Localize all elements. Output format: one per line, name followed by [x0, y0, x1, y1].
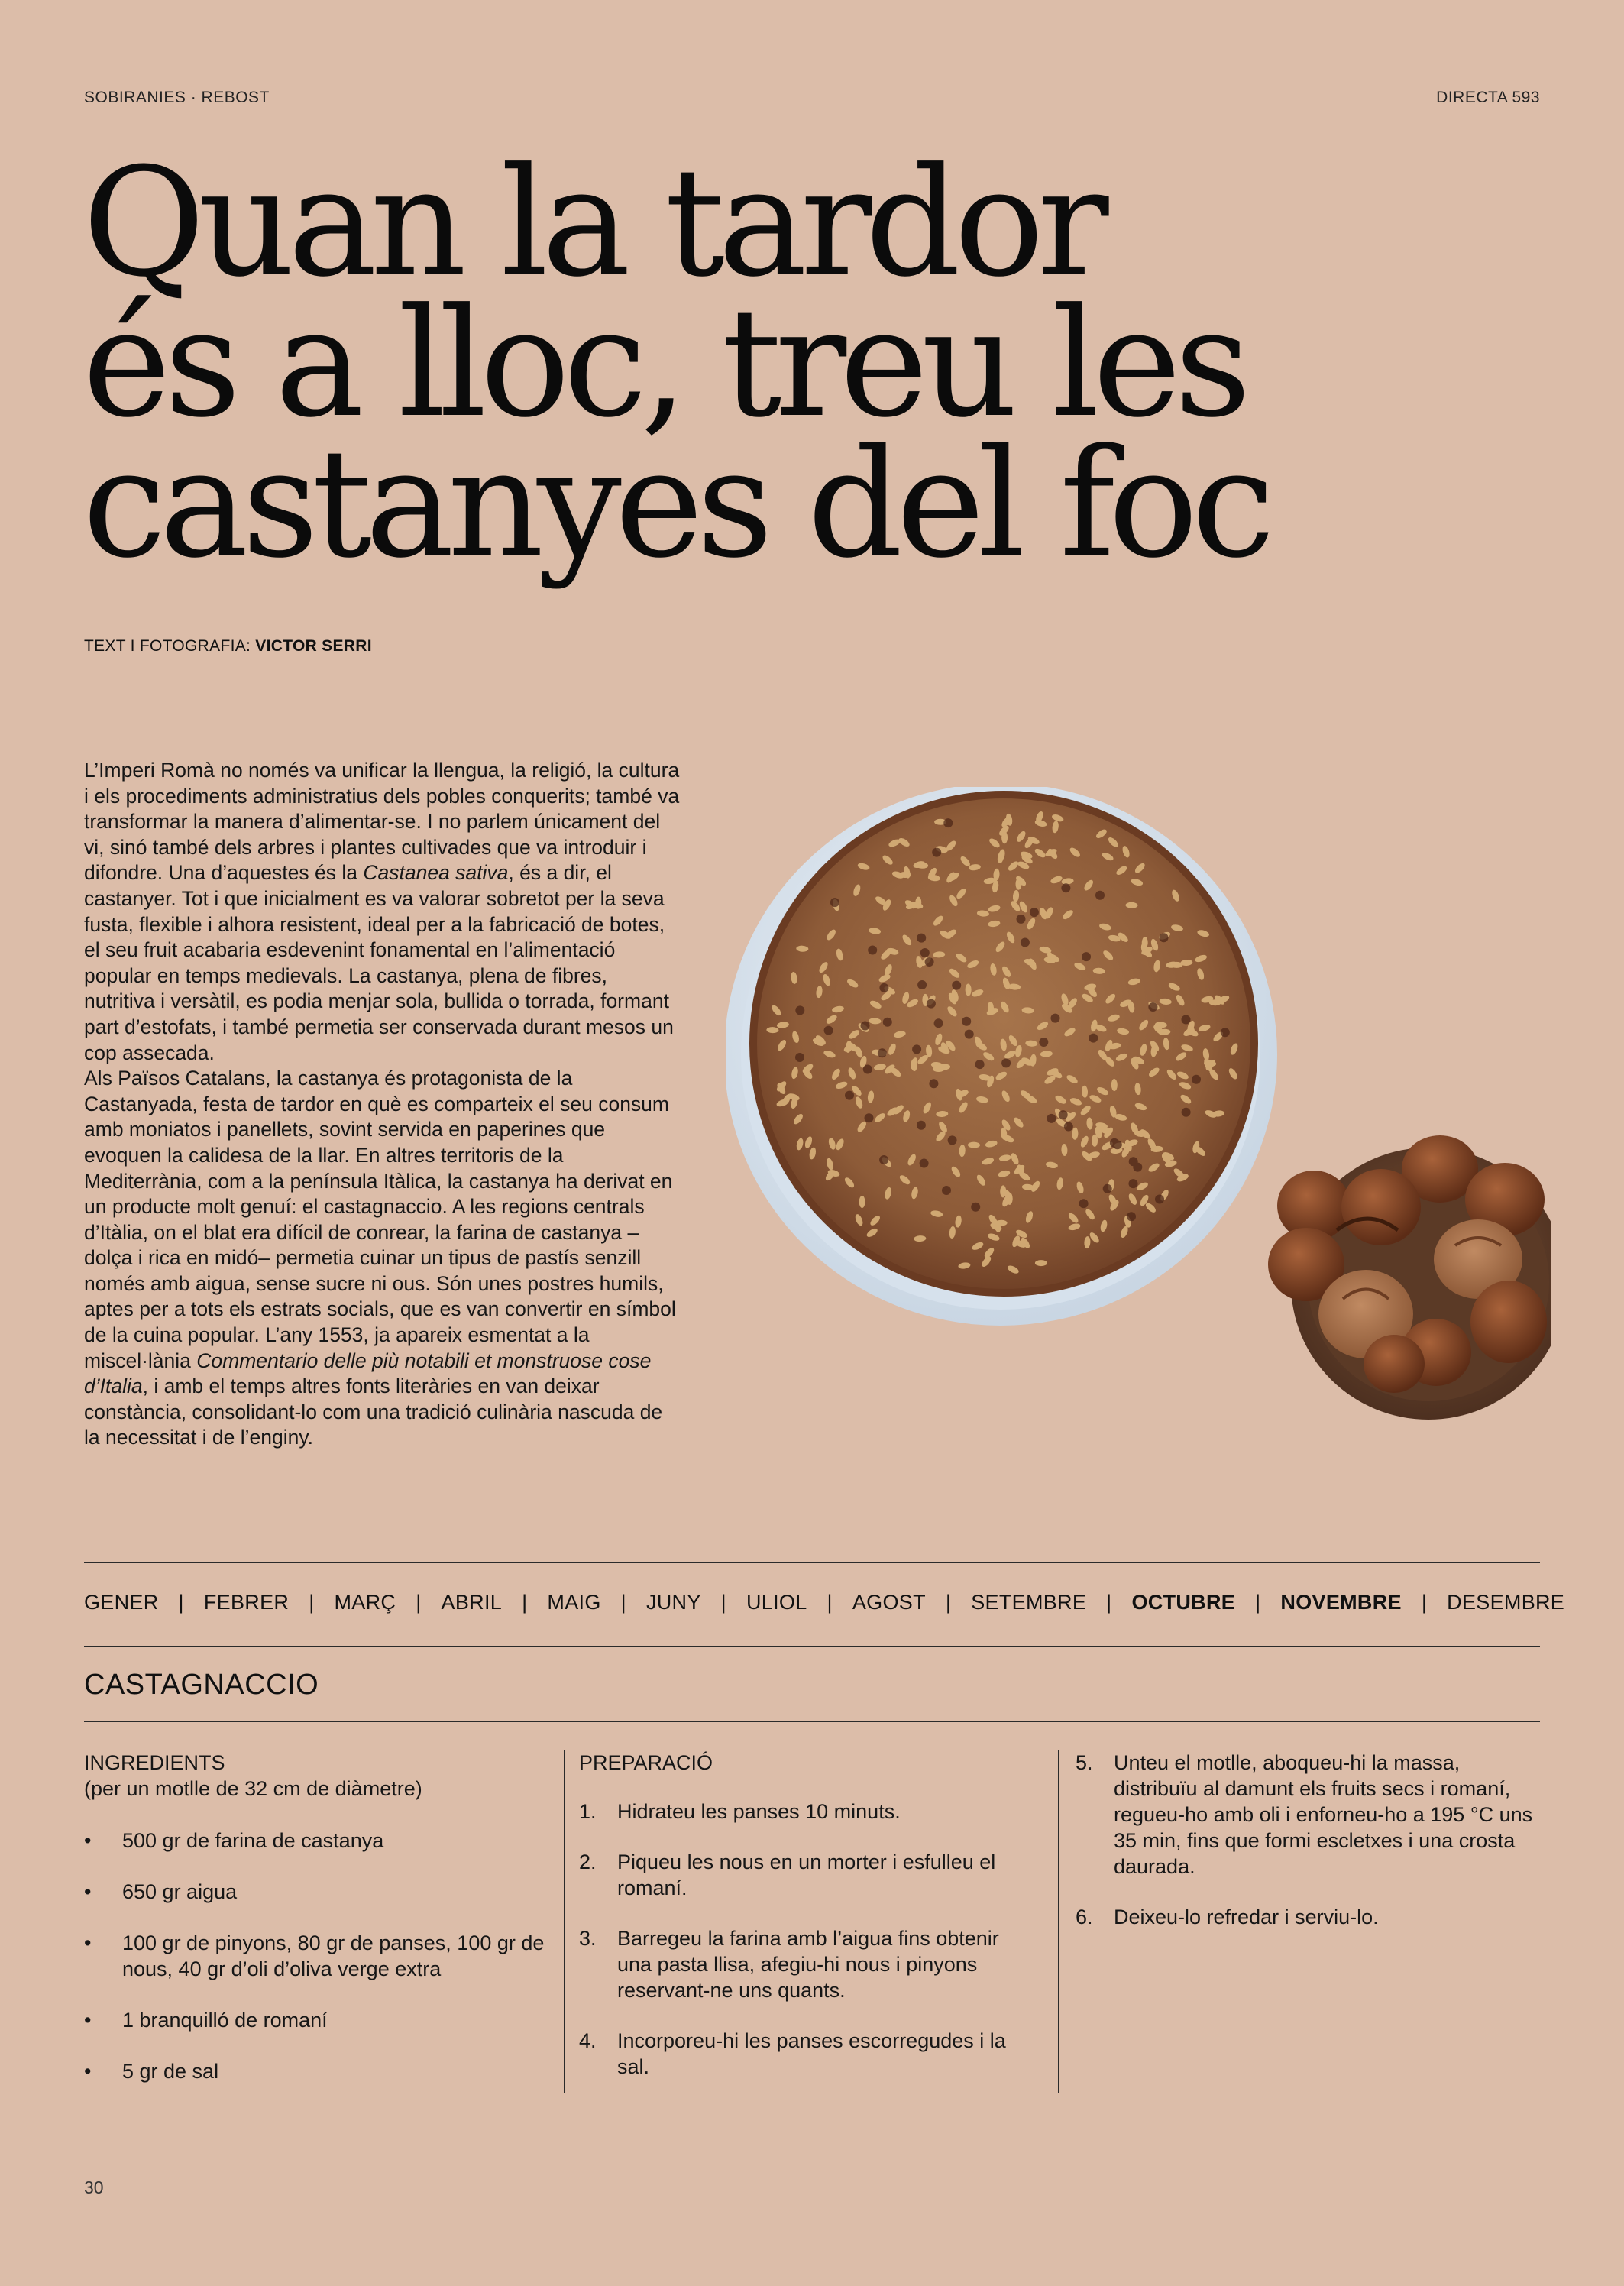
species-name: Castanea sativa [363, 861, 509, 885]
preparation-steps [579, 1799, 1022, 2080]
preparation-steps-continued [1076, 1750, 1540, 1930]
preparation-column [579, 1750, 1022, 2104]
step-item: 4. Incorporeu-hi les panses escorregudes i la sal. [579, 2029, 1006, 2078]
month-separator: | [522, 1591, 528, 1614]
month-agost: AGOST [852, 1591, 926, 1614]
ingredients-subheading: (per un motlle de 32 cm de diàmetre) [84, 1777, 422, 1800]
month-separator: | [827, 1591, 833, 1614]
body-paragraph-2: Als Països Catalans, la castanya és protagonista de la Castanyada, festa de tardor en què es comparteix el seu consum amb moniatos i panellets, sovint servida en paperines que evoquen la calidesa de la llar. En altres territoris de la Mediterrània, com a la península Itàlica, la castanya ha derivat en un producte molt genuí: el castagnaccio. A les regions centrals d’Itàlia, on el blat era difícil de conrear, la farina de castanya –dolça i rica en midó– permetia cuinar un tipus de pastís senzill només amb aigua, sense sucre ni ous. Són unes postres humils, aptes per a tots els estrats socials, que es van convertir en símbol de la cuina popular. L’any 1553, ja apareix esmentat a la miscel·lània Commentario delle più notabili et monstruose cose d’Italia, i amb el temps altres fonts literàries en van deixar constància, consolidant-lo com una tradició culinària nascuda de la necessitat i de l’enginy. [84, 1067, 676, 1449]
column-divider [1058, 1750, 1059, 2093]
divider [84, 1646, 1540, 1647]
month-separator: | [1421, 1591, 1428, 1614]
byline-label: TEXT I FOTOGRAFIA: [84, 637, 256, 655]
month-separator: | [1255, 1591, 1261, 1614]
month-separator: | [309, 1591, 315, 1614]
ingredient-item: • 500 gr de farina de castanya [84, 1828, 558, 1854]
divider [84, 1562, 1540, 1563]
step-item: 1. Hidrateu les panses 10 minuts. [579, 1800, 901, 1823]
month-abril: ABRIL [441, 1591, 503, 1614]
month-gener: GENER [84, 1591, 159, 1614]
ingredient-item: • 100 gr de pinyons, 80 gr de panses, 100 gr de nous, 40 gr d’oli d’oliva verge extra [84, 1930, 558, 1982]
month-separator: | [620, 1591, 626, 1614]
month-desembre: DESEMBRE [1447, 1591, 1565, 1614]
month-separator: | [416, 1591, 422, 1614]
ingredients-list [84, 1828, 558, 2084]
recipe-title: CASTAGNACCIO [84, 1669, 319, 1701]
byline-author: VICTOR SERRI [255, 637, 372, 655]
chestnut-bowl [1268, 1135, 1551, 1420]
book-title: Commentario delle più notabili et monstruose cose d’Italia [84, 1349, 652, 1398]
month-maig: MAIG [547, 1591, 601, 1614]
step-item: 2. Piqueu les nous en un morter i esfulleu el romaní. [579, 1850, 996, 1899]
ingredients-heading: INGREDIENTS [84, 1751, 225, 1774]
month-juny: JUNY [645, 1591, 701, 1614]
ingredients-column [84, 1750, 558, 2110]
preparation-column-continued [1076, 1750, 1540, 1954]
title-line: és a lloc, treu les [82, 277, 1245, 451]
divider [84, 1721, 1540, 1722]
ingredient-item: • 650 gr aigua [84, 1879, 558, 1905]
column-divider [564, 1750, 565, 2093]
step-item: 3. Barregeu la farina amb l’aigua fins obtenir una pasta llisa, afegiu-hi nous i pinyons reservant-ne uns quants. [579, 1927, 999, 2002]
title-line: Quan la tardor [82, 136, 1102, 310]
byline [84, 637, 372, 656]
month-separator: | [945, 1591, 952, 1614]
month-novembre: NOVEMBRE [1280, 1591, 1402, 1614]
ingredient-item: • 1 branquilló de romaní [84, 2007, 558, 2033]
step-item: 6. Deixeu-lo refredar i serviu-lo. [1076, 1906, 1379, 1928]
month-octubre: OCTUBRE [1131, 1591, 1236, 1614]
season-calendar [84, 1591, 1565, 1614]
body-paragraph-1: L’Imperi Romà no només va unificar la llengua, la religió, la cultura i els procediments administratius dels pobles conquerits; també va transformar la manera d’alimentar-se. I no parlem únicament del vi, sinó també dels arbres i plantes cultivades que va introduir i difondre. Una d’aquestes és la Castanea sativa, és a dir, el castanyer. Tot i que inicialment es va valorar sobretot per la seva fusta, flexible i alhora resistent, ideal per a la fabricació de botes, el seu fruit acabaria esdevenint fonamental en l’alimentació popular en temps medievals. La castanya, plena de fibres, nutritiva i versàtil, es podia menjar sola, bullida o torrada, formant part d’estofats, i també permetia ser conservada durant mesos un cop assecada. [84, 759, 680, 1064]
running-head-section: SOBIRANIES · REBOST [84, 89, 270, 106]
month-separator: | [720, 1591, 726, 1614]
article-title [82, 136, 1305, 591]
month-separator: | [1106, 1591, 1112, 1614]
title-line: castanyes del foc [82, 417, 1269, 591]
article-body [84, 758, 680, 1451]
running-head-issue: DIRECTA 593 [1436, 89, 1540, 106]
month-uliol: ULIOL [746, 1591, 807, 1614]
month-separator: | [178, 1591, 184, 1614]
month-març: MARÇ [334, 1591, 396, 1614]
ingredient-item: • 5 gr de sal [84, 2058, 558, 2084]
preparation-heading: PREPARACIÓ [579, 1751, 713, 1774]
month-setembre: SETEMBRE [971, 1591, 1087, 1614]
castagnaccio-cake [753, 795, 1254, 1293]
page-number: 30 [84, 2178, 104, 2197]
month-febrer: FEBRER [203, 1591, 290, 1614]
step-item: 5. Unteu el motlle, aboqueu-hi la massa, distribuïu al damunt els fruits secs i romaní, regueu-ho amb oli i enforneu-ho a 195 °C uns 35 min, fins que formi escletxes i una crosta daurada. [1076, 1751, 1533, 1878]
castagnaccio-photo [726, 787, 1551, 1421]
